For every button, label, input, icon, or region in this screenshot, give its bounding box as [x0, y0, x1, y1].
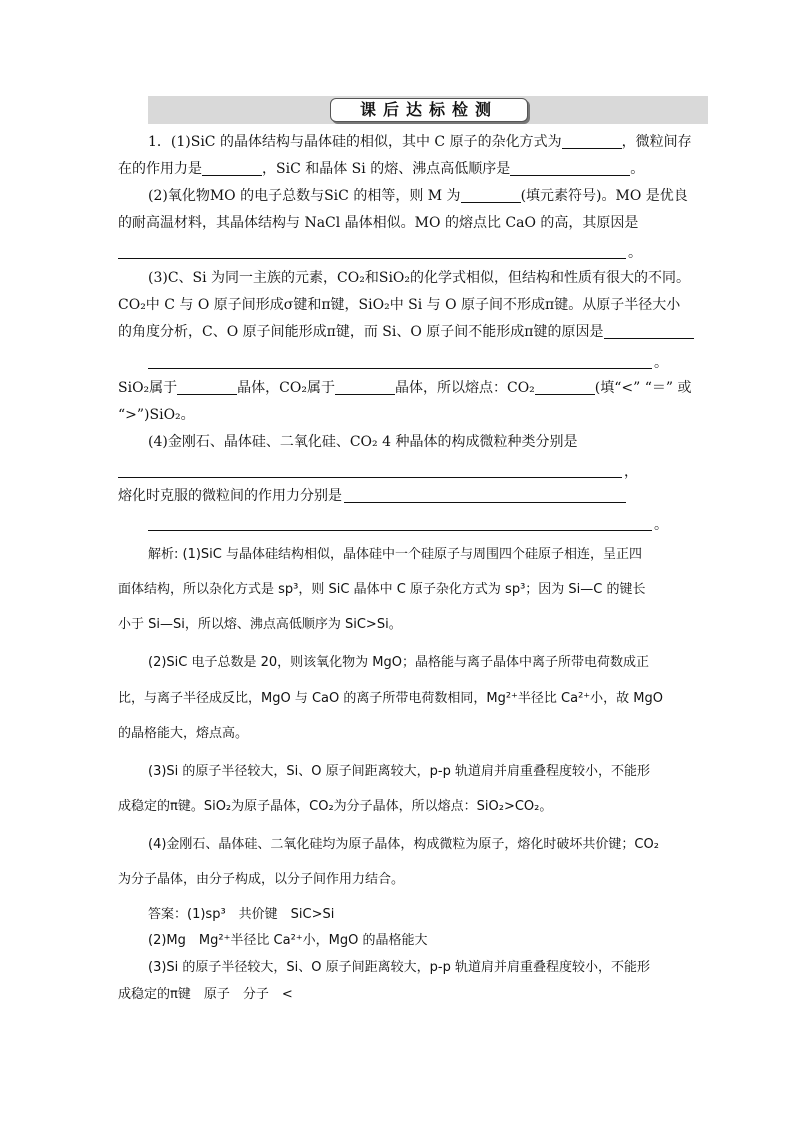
section-header-banner — [148, 96, 708, 124]
analysis-p1-line2: 面体结构，所以杂化方式是 sp³，则 SiC 晶体中 C 原子杂化方式为 sp³；因为 Si—C 的键长 — [118, 582, 646, 597]
text: 熔化时克服的微粒间的作用力分别是 — [118, 488, 342, 504]
line-end-mark: ， — [624, 464, 638, 480]
answer-line4: 成稳定的π键 原子 分子 < — [118, 987, 293, 1002]
text: 在的作用力是 — [118, 161, 202, 177]
analysis-p2-line1: (2)SiC 电子总数是 20，则该氧化物为 MgO；晶格能与离子晶体中离子所带电荷数成正 — [148, 655, 649, 670]
text: SiO₂属于 — [118, 380, 178, 396]
analysis-p2-line3: 的晶格能大，熔点高。 — [118, 726, 249, 741]
answer-rule — [118, 477, 622, 478]
answer-line1: 答案：(1)sp³ 共价键 SiC>Si — [148, 907, 335, 922]
analysis-p3-line1: (3)Si 的原子半径较大，Si、O 原子间距离较大，p-p 轨道肩并肩重叠程度较小，不能形 — [148, 764, 650, 779]
q1-p3-line2: CO₂中 C 与 O 原子间形成σ键和π键，SiO₂中 Si 与 O 原子间不形成π键。从原子半径大小 — [118, 297, 681, 313]
text: (填“<” “＝” 或 — [594, 380, 692, 396]
answer-blank — [202, 159, 262, 176]
answer-blank — [562, 132, 622, 149]
answer-rule — [148, 530, 652, 531]
analysis-p2-line2: 比，与离子半径成反比，MgO 与 CaO 的离子所带电荷数相同，Mg²⁺半径比 Ca²⁺小，故 MgO — [118, 691, 663, 706]
answer-blank — [604, 322, 694, 339]
text: ，SiC 和晶体 Si 的熔、沸点高低顺序是 — [262, 161, 511, 177]
answer-blank — [177, 378, 237, 395]
text: ，微粒间存 — [621, 134, 692, 150]
section-title: 课后达标检测 — [330, 98, 528, 122]
text: 的角度分析，C、O 原子间能形成π键，而 Si、O 原子间不能形成π键的原因是 — [118, 324, 604, 340]
analysis-p4-line1: (4)金刚石、晶体硅、二氧化硅均为原子晶体，构成微粒为原子，熔化时破坏共价键；CO₂ — [148, 837, 659, 852]
answer-rule — [344, 502, 626, 503]
answer-rule — [148, 368, 652, 369]
q1-p4-line1: (4)金刚石、晶体硅、二氧化硅、CO₂ 4 种晶体的构成微粒种类分别是 — [148, 434, 578, 450]
q1-p1-line2 — [118, 159, 678, 179]
q1-p3-line1: (3)C、Si 为同一主族的元素，CO₂和SiO₂的化学式相似，但结构和性质有很大的不同。 — [148, 270, 691, 286]
q1-p3-line5 — [118, 378, 692, 398]
answer-blank — [335, 378, 395, 395]
analysis-p1-line3: 小于 Si—Si，所以熔、沸点高低顺序为 SiC>Si。 — [118, 617, 402, 632]
q1-p3-line3 — [118, 322, 678, 342]
text: 晶体，CO₂属于 — [237, 380, 335, 396]
answer-blank — [461, 186, 521, 203]
q1-p1-line1 — [148, 132, 708, 152]
analysis-p3-line2: 成稳定的π键。SiO₂为原子晶体，CO₂为分子晶体，所以熔点：SiO₂>CO₂。 — [118, 799, 553, 814]
text: (填元素符号)。MO 是优良 — [520, 188, 688, 204]
answer-blank — [535, 378, 595, 395]
answer-line3: (3)Si 的原子半径较大，Si、O 原子间距离较大，p-p 轨道肩并肩重叠程度较小，不能形 — [148, 960, 650, 975]
answer-rule — [118, 258, 626, 259]
q1-p4-line3 — [118, 486, 678, 506]
q1-p2-line1 — [148, 186, 708, 206]
q1-p2-line2: 的耐高温材料，其晶体结构与 NaCl 晶体相似。MO 的熔点比 CaO 的高，其原因是 — [118, 215, 639, 231]
text: 。 — [630, 161, 645, 177]
answer-line2: (2)Mg Mg²⁺半径比 Ca²⁺小，MgO 的晶格能大 — [148, 933, 428, 948]
analysis-p1-line1: 解析: (1)SiC 与晶体硅结构相似，晶体硅中一个硅原子与周围四个硅原子相连，呈正四 — [148, 547, 643, 562]
text: (2)氧化物MO 的电子总数与SiC 的相等，则 M 为 — [148, 188, 461, 204]
line-end-mark: 。 — [654, 517, 668, 533]
analysis-p4-line2: 为分子晶体，由分子构成，以分子间作用力结合。 — [118, 872, 405, 887]
text: 晶体，所以熔点：CO₂ — [394, 380, 535, 396]
line-end-mark: 。 — [628, 245, 642, 261]
answer-blank — [510, 159, 630, 176]
line-end-mark: 。 — [654, 355, 668, 371]
q1-p3-line6: “>”)SiO₂。 — [118, 407, 195, 423]
text: 1．(1)SiC 的晶体结构与晶体硅的相似，其中 C 原子的杂化方式为 — [148, 134, 562, 150]
